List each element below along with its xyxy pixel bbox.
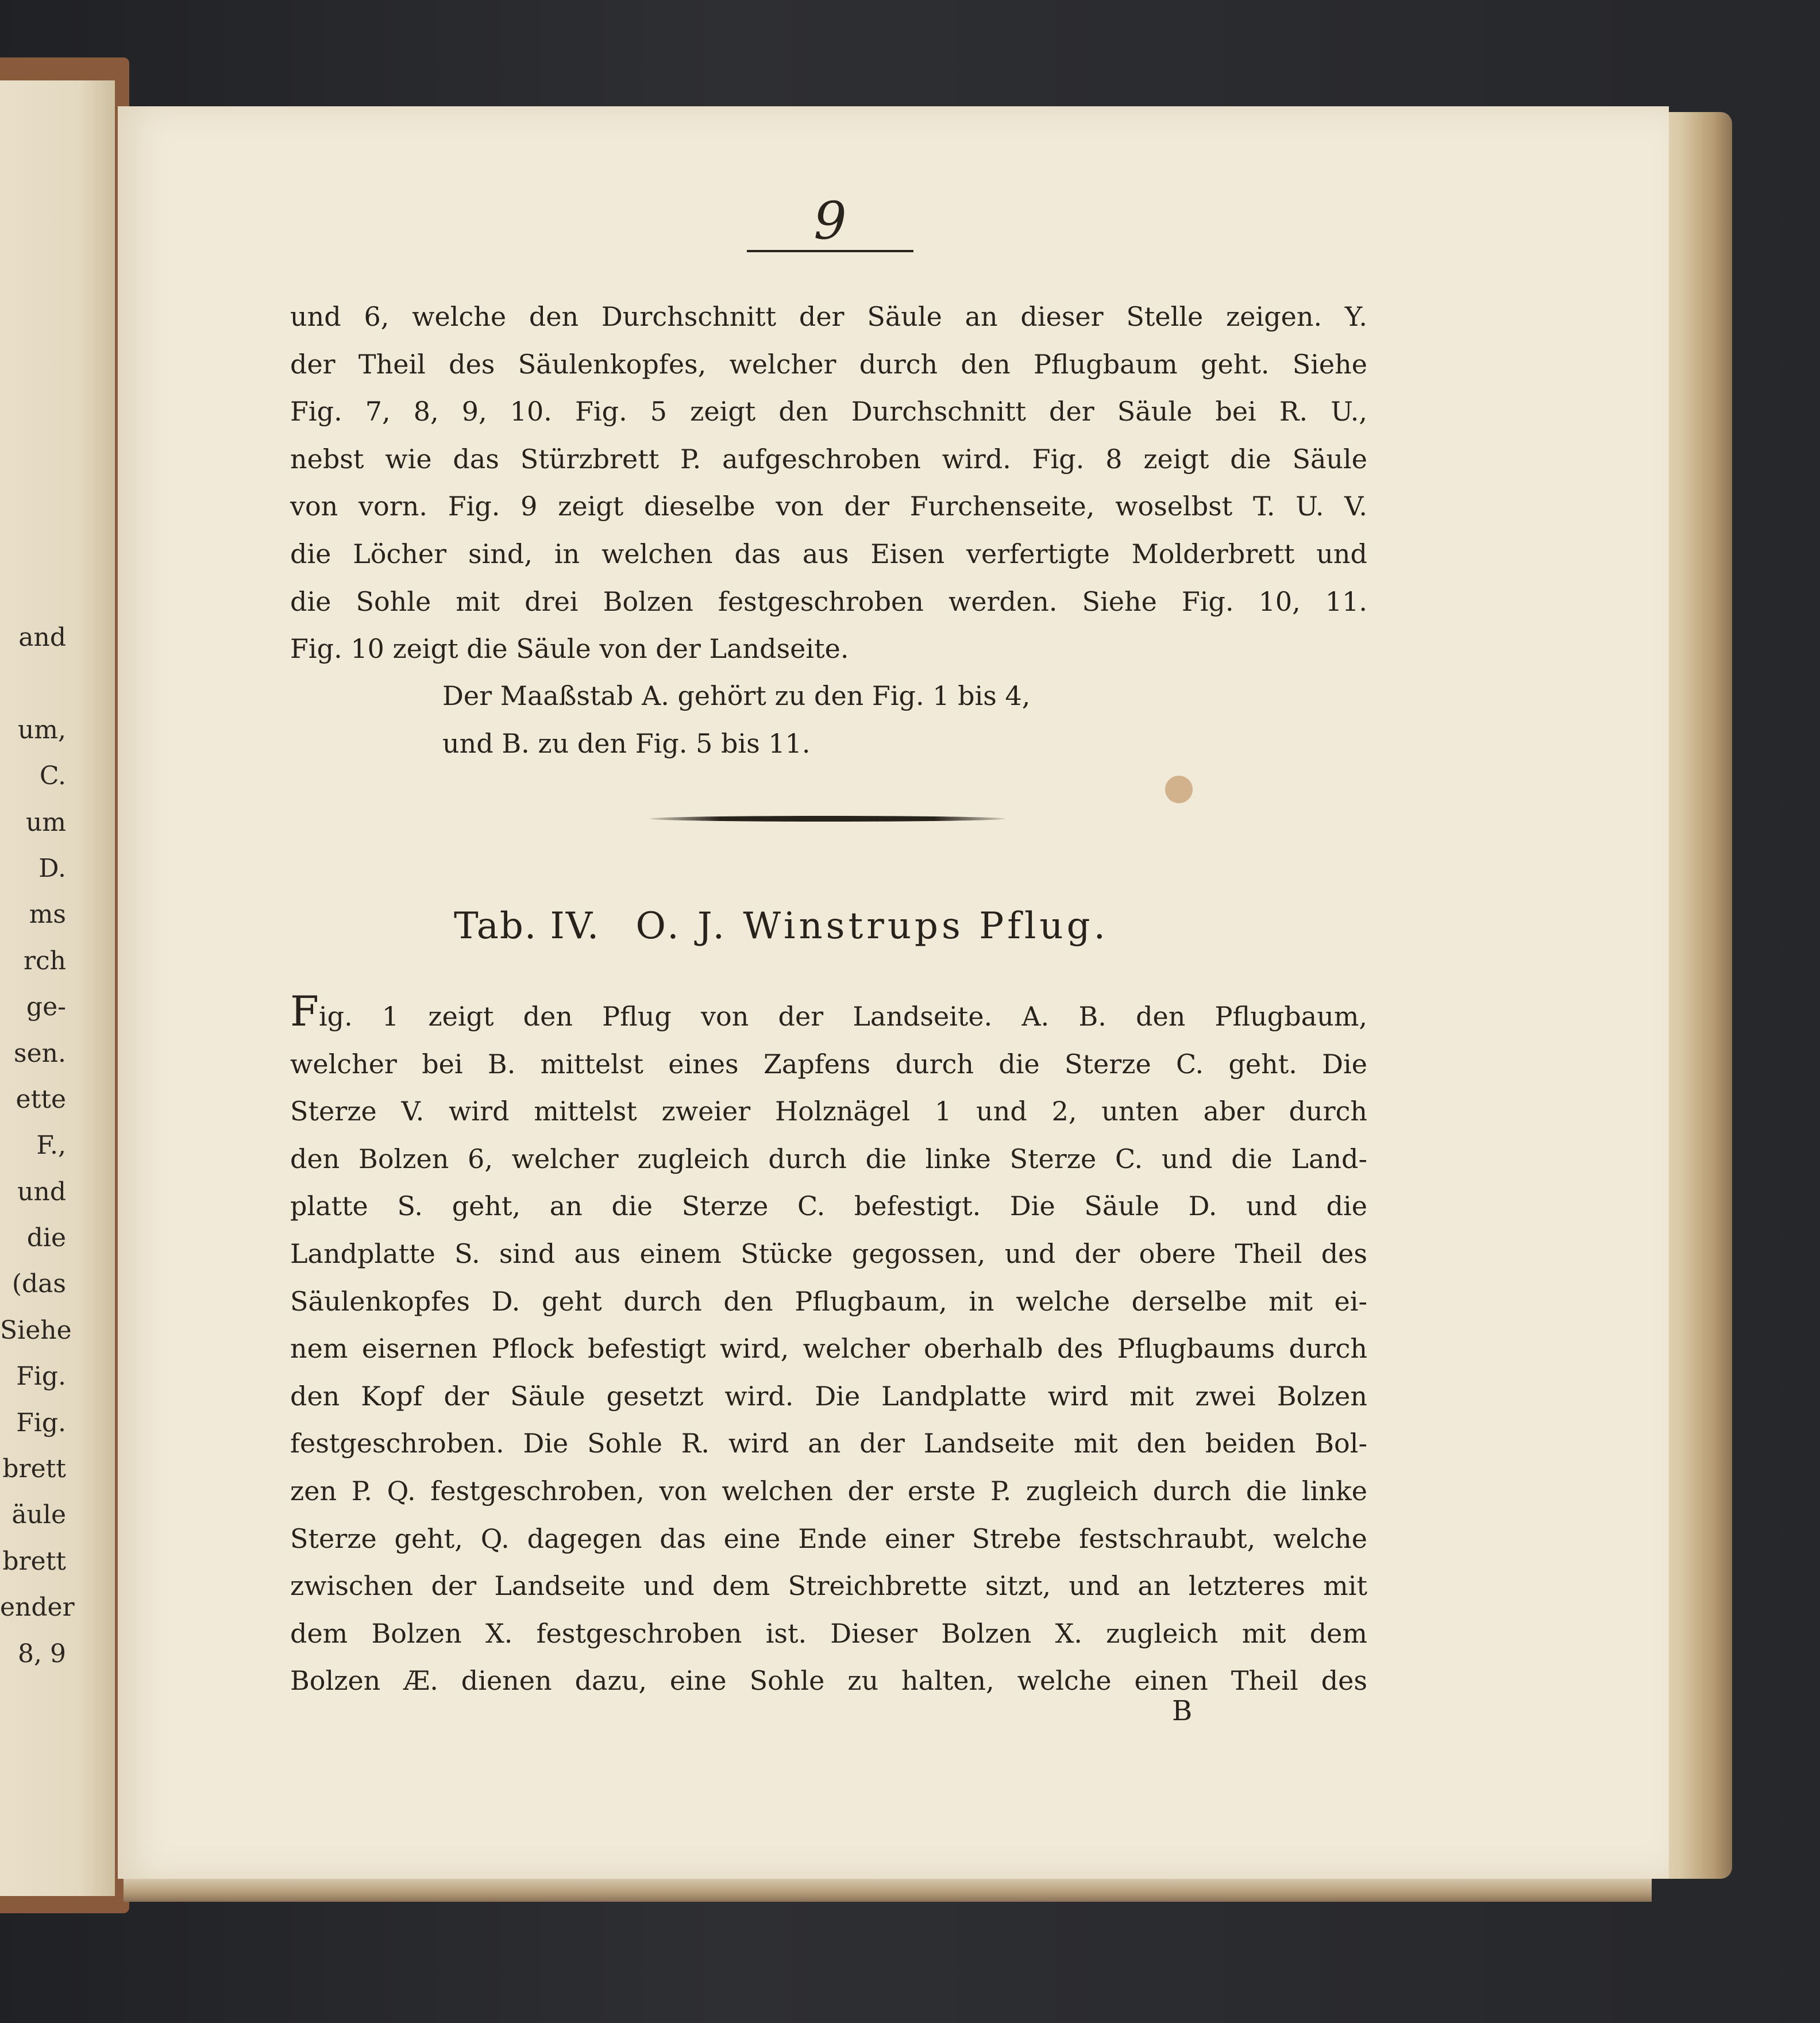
drop-cap: F [290,987,319,1035]
left-page-fragment: (das [11,1269,66,1299]
left-page-fragment: um [25,807,66,837]
text-line: den Kopf der Säule gesetzt wird. Die Landplatte wird mit zwei Bolzen [290,1380,1367,1412]
left-page-fragment: D. [38,853,66,883]
text-line: die Sohle mit drei Bolzen festgeschroben werden. Siehe Fig. 10, 11. [290,585,1367,617]
text-line: Bolzen Æ. dienen dazu, eine Sohle zu halten, welche einen Theil des [290,1665,1367,1697]
left-page-fragment: sen. [14,1038,66,1068]
left-page-fragment: Fig. [16,1408,66,1438]
page-number: 9 [747,198,913,252]
left-page-fragment: Fig. [16,1362,66,1392]
text-line: Der Maaßstab A. gehört zu den Fig. 1 bis 4, [442,680,1031,711]
left-page-fragment: um, [17,715,66,745]
left-page-text-fragments [0,615,75,1677]
text-line: und 6, welche den Durchschnitt der Säule an dieser Stelle zeigen. Y. [290,301,1367,332]
heading-plate-label: Tab. IV. [454,905,600,947]
paragraph-plow-description [290,987,1367,1705]
left-page-fragment: Siehe [0,1315,72,1345]
text-line: Sterze geht, Q. dagegen das eine Ende einer Strebe festschraubt, welche [290,1523,1367,1554]
text-line: Sterze V. wird mittelst zweier Holznägel 1 und 2, unten aber durch [290,1096,1367,1127]
left-page-fragment: brett [2,1454,66,1484]
left-page-fragment: ge- [26,992,66,1022]
text-line: Fig. 10 zeigt die Säule von der Landseite. [290,633,849,665]
left-page-fragment: die [26,1223,66,1253]
text-line: nebst wie das Stürzbrett P. aufgeschroben wird. Fig. 8 zeigt die Säule [290,443,1367,475]
text-line: der Theil des Säulenkopfes, welcher durch den Pflugbaum geht. Siehe [290,348,1367,380]
text-line: von vorn. Fig. 9 zeigt dieselbe von der Furchenseite, woselbst T. U. V. [290,491,1367,522]
left-page-fragment: 8, 9 [18,1639,66,1669]
left-page-fragment [0,661,66,707]
left-page-fragment: rch [23,946,66,976]
text-line: welcher bei B. mittelst eines Zapfens durch die Sterze C. geht. Die [290,1048,1367,1080]
left-page-fragment: and [18,623,66,652]
section-heading [454,905,1212,947]
text-line: Landplatte S. sind aus einem Stücke gegossen, und der obere Theil des [290,1238,1367,1269]
left-page-fragment: C. [39,761,66,791]
text-line: dem Bolzen X. festgeschroben ist. Dieser Bolzen X. zugleich mit dem [290,1617,1367,1649]
signature-mark: B [1172,1695,1193,1727]
text-line: den Bolzen 6, welcher zugleich durch die linke Sterze C. und die Land- [290,1143,1367,1174]
left-page-fragment: ette [16,1084,66,1114]
left-page-fragment: F., [36,1131,66,1161]
text-line: die Löcher sind, in welchen das aus Eisen verfertigte Molderbrett und [290,538,1367,569]
left-page-fragment: ender [0,1593,75,1623]
text-line: zen P. Q. festgeschroben, von welchen der erste P. zugleich durch die linke [290,1475,1367,1506]
text-line-rest: ig. 1 zeigt den Pflug von der Landseite. A. B. den Pflugbaum, [318,1001,1367,1032]
page-bottom-edge [124,1878,1652,1902]
text-line: Fig. 7, 8, 9, 10. Fig. 5 zeigt den Durchschnitt der Säule bei R. U., [290,396,1367,427]
text-line: festgeschroben. Die Sohle R. wird an der Landseite mit den beiden Bol- [290,1428,1367,1459]
heading-title: O. J. Winstrups Pflug. [635,905,1109,947]
text-line: nem eisernen Pflock befestigt wird, welcher oberhalb des Pflugbaums durch [290,1333,1367,1365]
left-page-fragment: und [17,1177,66,1207]
paragraph-continuation [290,293,1367,673]
text-line: Säulenkopfes D. geht durch den Pflugbaum, in welche derselbe mit ei- [290,1285,1367,1317]
text-line: platte S. geht, an die Sterze C. befestigt. Die Säule D. und die [290,1190,1367,1222]
scale-note [442,672,1030,767]
left-page-fragment: äule [11,1500,66,1530]
text-line: zwischen der Landseite und dem Streichbrette sitzt, und an letzteres mit [290,1570,1367,1602]
foxing-spot [1165,776,1193,803]
left-page-fragment: ms [29,900,66,930]
text-line [290,987,1367,1041]
section-divider [649,816,1005,822]
text-line: und B. zu den Fig. 5 bis 11. [442,727,811,759]
left-page-fragment: brett [2,1546,66,1576]
